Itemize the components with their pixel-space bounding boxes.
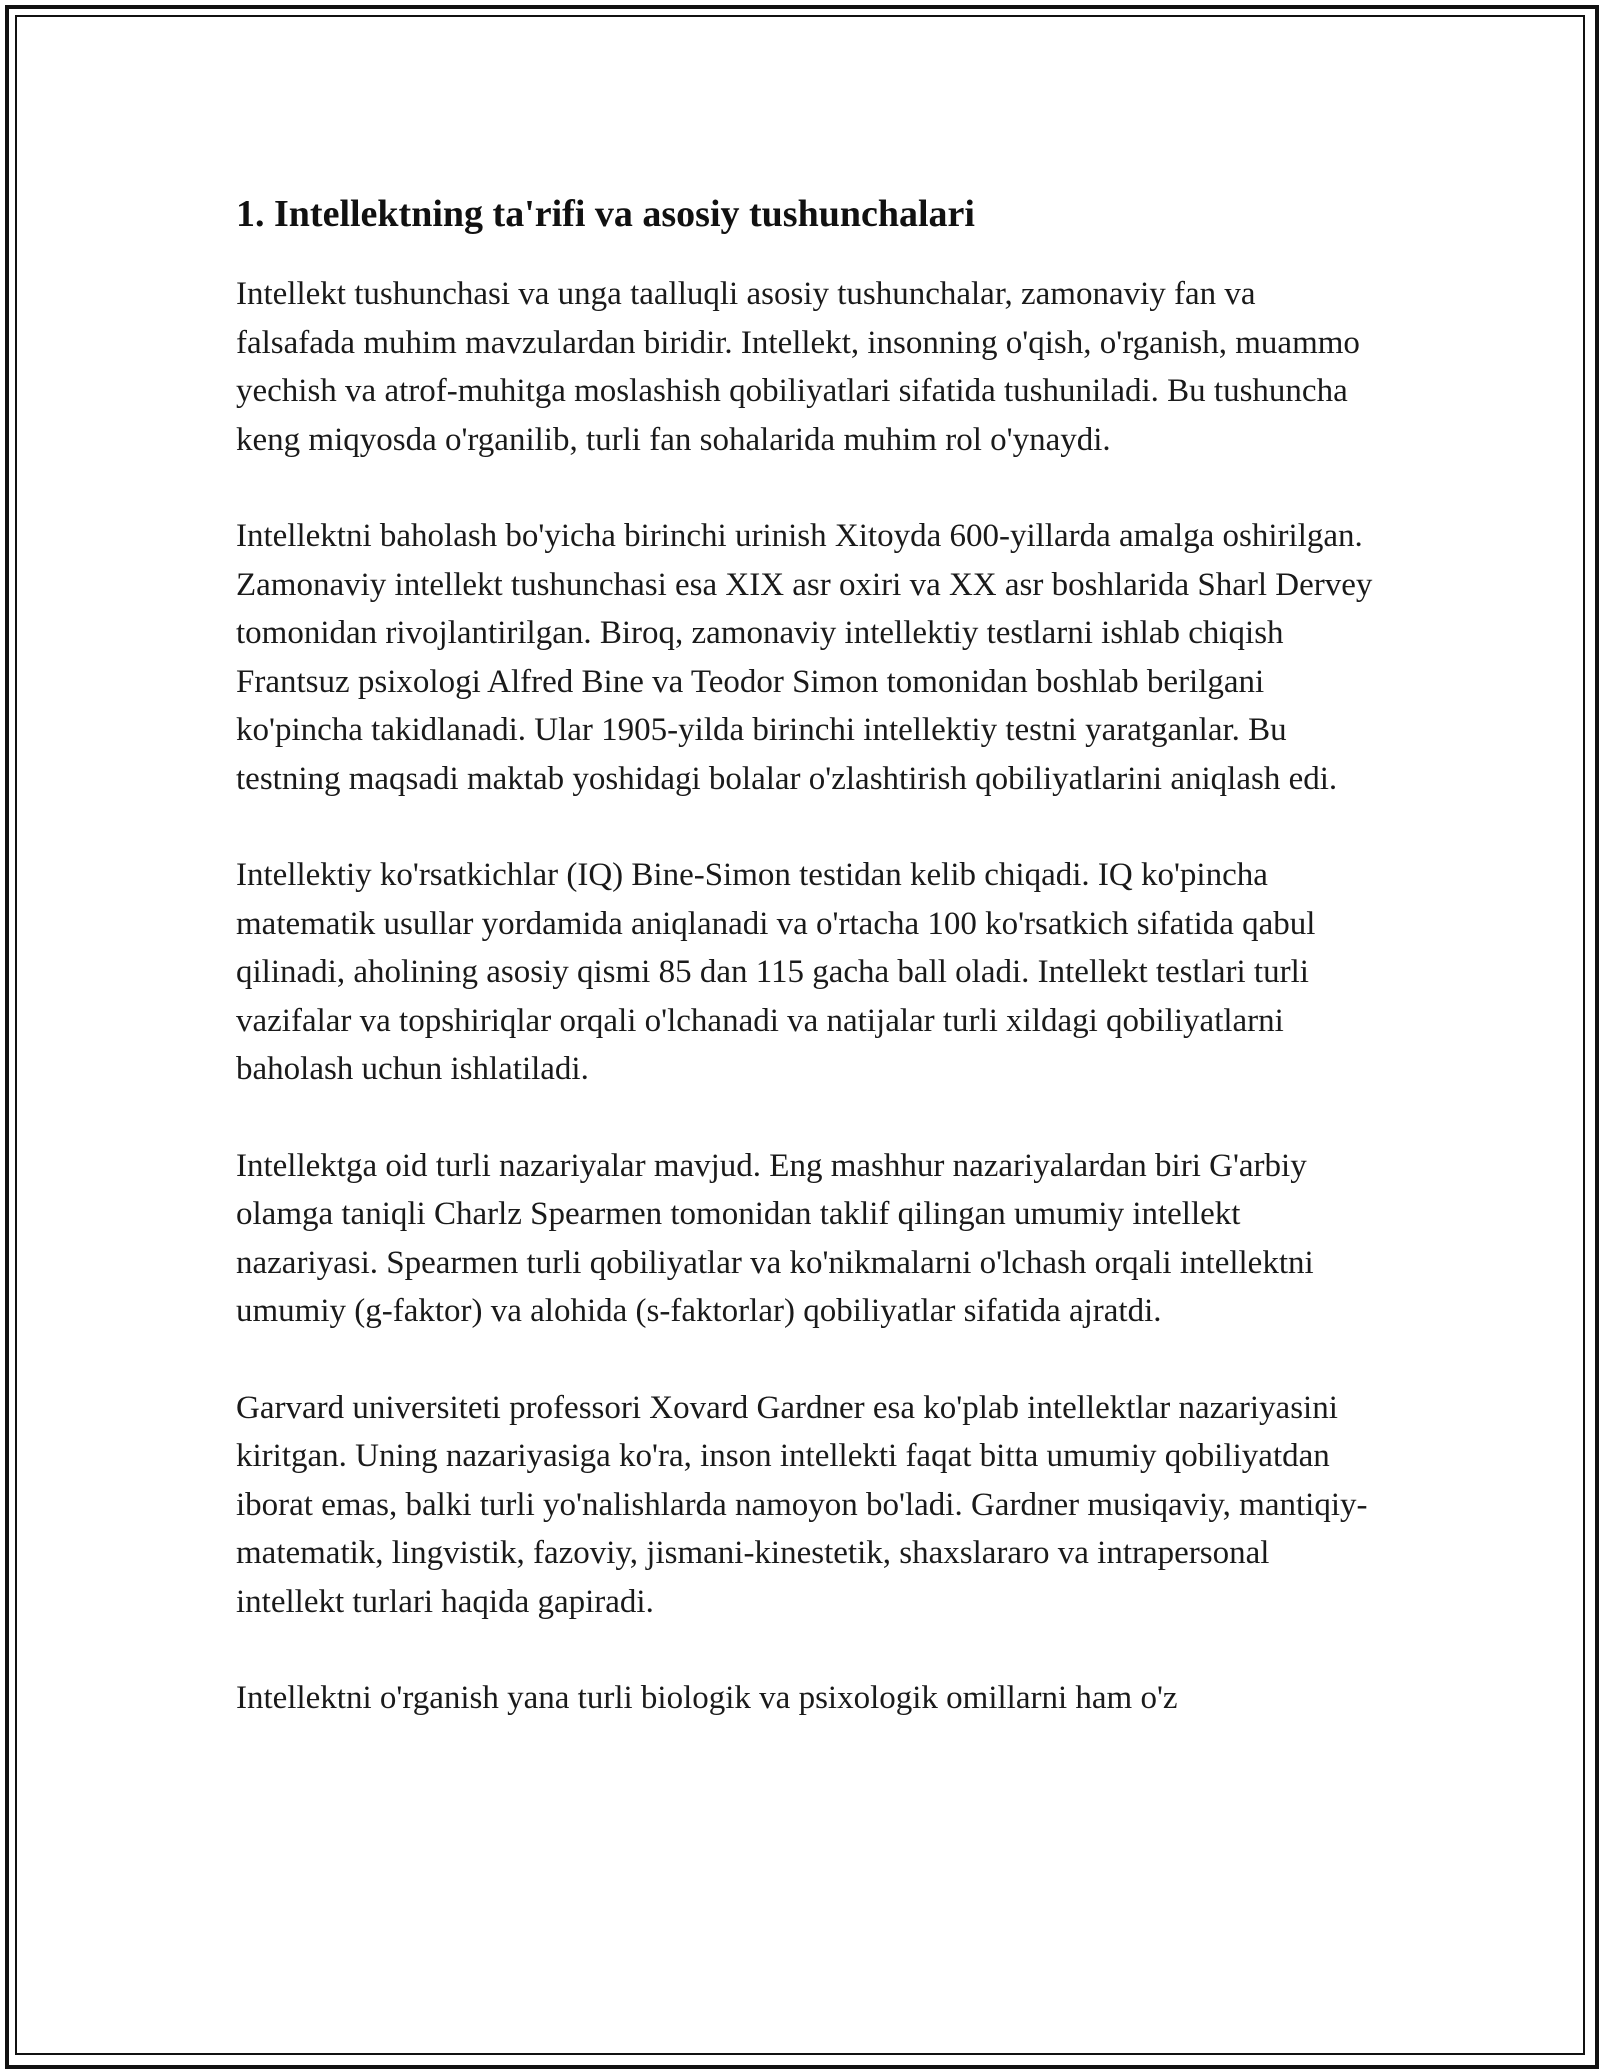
document-body [236, 186, 1376, 1771]
section-heading: 1. Intellektning ta'rifi va asosiy tushunchalari [236, 193, 975, 235]
paragraph-iq: Intellektiy ko'rsatkichlar (IQ) Bine-Simon testidan kelib chiqadi. IQ ko'pincha matematik usullar yordamida aniqlanadi va o'rtacha 100 ko'rsatkich sifatida qabul qilinadi, aholining asosiy qismi 85 dan 115 gacha ball oladi. Intellekt testlari turli vazifalar va topshiriqlar orqali o'lchanadi va natijalar turli xildagi qobiliyatlarni baholash uchun ishlatiladi. [236, 857, 1316, 1087]
paragraph-history: Intellektni baholash bo'yicha birinchi urinish Xitoyda 600-yillarda amalga oshirilgan. Zamonaviy intellekt tushunchasi esa XIX asr oxiri va XX asr boshlarida Sharl Dervey tomonidan rivojlantirilgan. Biroq, zamonaviy intellektiy testlarni ishlab chiqish Frantsuz psixologi Alfred Bine va Teodor Simon tomonidan boshlab berilgani ko'pincha takidlanadi. Ular 1905-yilda birinchi intellektiy testni yaratganlar. Bu testning maqsadi maktab yoshidagi bolalar o'zlashtirish qobiliyatlarini aniqlash edi. [236, 518, 1373, 797]
paragraph-gardner-theory: Garvard universiteti professori Xovard Gardner esa ko'plab intellektlar nazariyasini kiritgan. Uning nazariyasiga ko'ra, inson intellekti faqat bitta umumiy qobiliyatdan iborat emas, balki turli yo'nalishlarda namoyon bo'ladi. Gardner musiqaviy, mantiqiy-matematik, lingvistik, fazoviy, jismani-kinestetik, shaxslararo va intrapersonal intellekt turlari haqida gapiradi. [236, 1389, 1368, 1620]
paragraph-spearman-theory: Intellektga oid turli nazariyalar mavjud. Eng mashhur nazariyalardan biri G'arbiy olamga taniqli Charlz Spearmen tomonidan taklif qilingan umumiy intellekt nazariyasi. Spearmen turli qobiliyatlar va ko'nikmalarni o'lchash orqali intellektni umumiy (g-faktor) va alohida (s-faktorlar) qobiliyatlar sifatida ajratdi. [236, 1147, 1314, 1329]
paragraph-biological-factors: Intellektni o'rganish yana turli biologik va psixologik omillarni ham o'z [236, 1680, 1178, 1716]
paragraph-definition: Intellekt tushunchasi va unga taalluqli asosiy tushunchalar, zamonaviy fan va falsafada muhim mavzulardan biridir. Intellekt, insonning o'qish, o'rganish, muammo yechish va atrof-muhitga moslashish qobiliyatlari sifatida tushuniladi. Bu tushuncha keng miqyosda o'rganilib, turli fan sohalarida muhim rol o'ynaydi. [236, 276, 1360, 458]
